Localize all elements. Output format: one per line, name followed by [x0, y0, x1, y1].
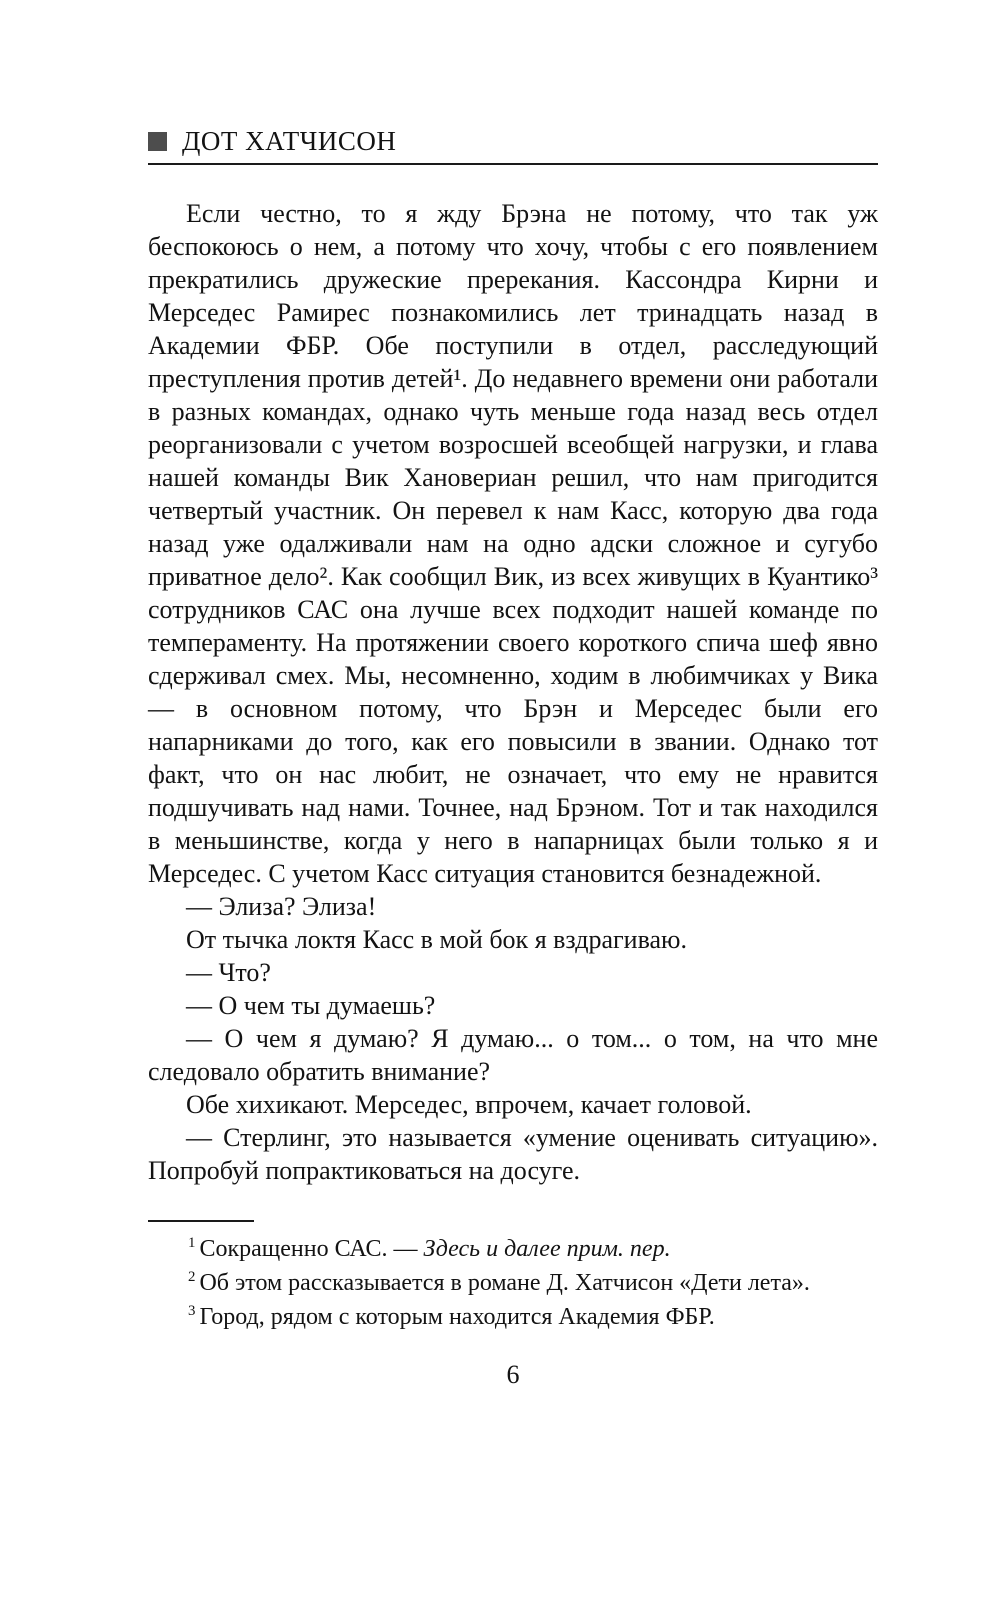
running-header	[148, 126, 878, 156]
dialogue-line: — Элиза? Элиза!	[186, 892, 377, 921]
header-rule	[148, 163, 878, 165]
dialogue-line: — Стерлинг, это называется «умение оценивать ситуацию». Попробуй попрактиковаться на досуге.	[148, 1123, 878, 1185]
footnote-text: Город, рядом с которым находится Академия ФБР.	[199, 1304, 715, 1330]
footnote	[148, 1232, 878, 1266]
header-square-icon	[148, 132, 167, 151]
page-number: 6	[506, 1360, 520, 1389]
footnote-marker: 2	[188, 1269, 196, 1285]
dialogue-line: — О чем ты думаешь?	[186, 991, 436, 1020]
footnote-italic-text: Здесь и далее прим. пер.	[423, 1236, 671, 1262]
footnote-marker: 1	[188, 1235, 196, 1251]
footnotes	[148, 1232, 878, 1334]
body-text	[148, 197, 878, 1187]
running-header-title: ДОТ ХАТЧИСОН	[182, 125, 397, 156]
footnote	[148, 1266, 878, 1300]
footnote-text: Об этом рассказывается в романе Д. Хатчисон «Дети лета».	[199, 1270, 810, 1296]
paragraph-intro: Если честно, то я жду Брэна не потому, что так уж беспокоюсь о нем, а потому что хочу, чтобы с его появлением прекратились дружеские пререкания. Кассондра Кирни и Мерседес Рамирес познакомились лет тринадцать назад в Академии ФБР. Обе поступили в отдел, расследующий преступления против детей¹. До недавнего времени они работали в разных командах, однако чуть меньше года назад весь отдел реорганизовали с учетом возросшей всеобщей нагрузки, и глава нашей команды Вик Хановериан решил, что нам пригодится четвертый участник. Он перевел к нам Касс, которую два года назад уже одалживали нам на одно адски сложное и сугубо приватное дело². Как сообщил Вик, из всех живущих в Куантико³ сотрудников САС она лучше всех подходит нашей команде по темпераменту. На протяжении своего короткого спича шеф явно сдерживал смех. Мы, несомненно, ходим в любимчиках у Вика — в основном потому, что Брэн и Мерседес были его напарниками до того, как его повысили в звании. Однако тот факт, что он нас любит, не означает, что ему не нравится подшучивать над нами. Точнее, над Брэном. Тот и так находился в меньшинстве, когда у него в напарницах были только я и Мерседес. С учетом Касс ситуация становится безнадежной.	[148, 199, 878, 888]
footnote	[148, 1300, 878, 1334]
paragraph: От тычка локтя Касс в мой бок я вздрагиваю.	[186, 925, 687, 954]
footnote-marker: 3	[188, 1303, 196, 1319]
paragraph: Обе хихикают. Мерседес, впрочем, качает головой.	[186, 1090, 752, 1119]
dialogue-line: — Что?	[186, 958, 271, 987]
footnote-text: Сокращенно САС. —	[199, 1236, 424, 1262]
dialogue-line: — О чем я думаю? Я думаю... о том... о том, на что мне следовало обратить внимание?	[148, 1024, 878, 1086]
footnote-separator	[148, 1220, 254, 1222]
